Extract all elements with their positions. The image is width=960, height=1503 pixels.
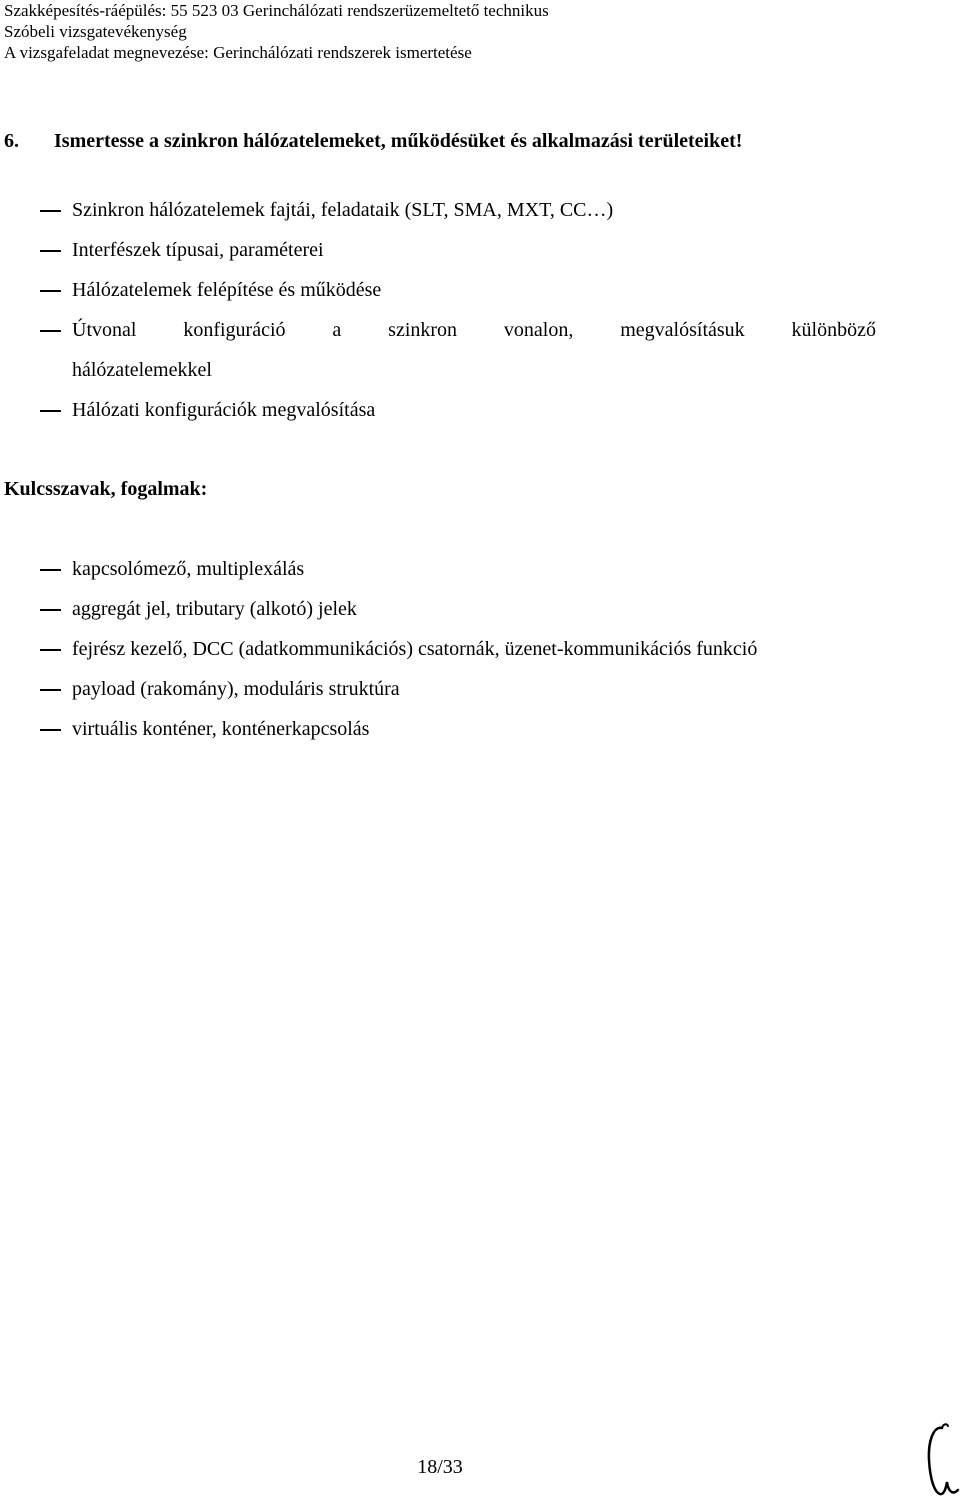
list-item: kapcsolómező, multiplexálás xyxy=(40,549,876,589)
list-item: virtuális konténer, konténerkapcsolás xyxy=(40,709,876,749)
list-item: fejrész kezelő, DCC (adatkommunikációs) csatornák, üzenet-kommunikációs funkció xyxy=(40,629,876,669)
dash-bullet xyxy=(40,330,61,332)
header-task-name: A vizsgafeladat megnevezése: Gerinchálózati rendszerek ismertetése xyxy=(4,43,472,62)
page-number: 18/33 xyxy=(417,1456,463,1478)
dash-bullet xyxy=(40,609,61,611)
list-item: payload (rakomány), moduláris struktúra xyxy=(40,669,876,709)
question-number: 6. xyxy=(4,130,19,152)
header-qualification: Szakképesítés-ráépülés: 55 523 03 Gerinchálózati rendszerüzemeltető technikus xyxy=(4,1,549,20)
keywords-heading: Kulcsszavak, fogalmak: xyxy=(4,478,208,500)
dash-bullet xyxy=(40,210,61,212)
keyword-list xyxy=(40,549,876,749)
list-item: Szinkron hálózatelemek fajtái, feladataik (SLT, SMA, MXT, CC…) xyxy=(40,190,876,230)
document-header xyxy=(4,0,549,63)
dash-bullet xyxy=(40,290,61,292)
dash-bullet xyxy=(40,410,61,412)
list-item-text: Útvonal konfiguráció a szinkron vonalon, megvalósításuk különböző xyxy=(72,319,876,341)
list-item: aggregát jel, tributary (alkotó) jelek xyxy=(40,589,876,629)
list-item xyxy=(40,310,876,390)
dash-bullet xyxy=(40,250,61,252)
dash-bullet xyxy=(40,689,61,691)
list-item: Hálózatelemek felépítése és működése xyxy=(40,270,876,310)
list-item-text-continued: hálózatelemekkel xyxy=(72,359,212,381)
signature-mark xyxy=(920,1420,960,1500)
question-text: Ismertesse a szinkron hálózatelemeket, működésüket és alkalmazási területeiket! xyxy=(54,130,743,152)
question-title xyxy=(4,130,742,153)
dash-bullet xyxy=(40,569,61,571)
topic-list xyxy=(40,190,876,430)
list-item: Hálózati konfigurációk megvalósítása xyxy=(40,390,876,430)
dash-bullet xyxy=(40,729,61,731)
header-exam-activity: Szóbeli vizsgatevékenység xyxy=(4,22,187,41)
list-item: Interfészek típusai, paraméterei xyxy=(40,230,876,270)
dash-bullet xyxy=(40,649,61,651)
